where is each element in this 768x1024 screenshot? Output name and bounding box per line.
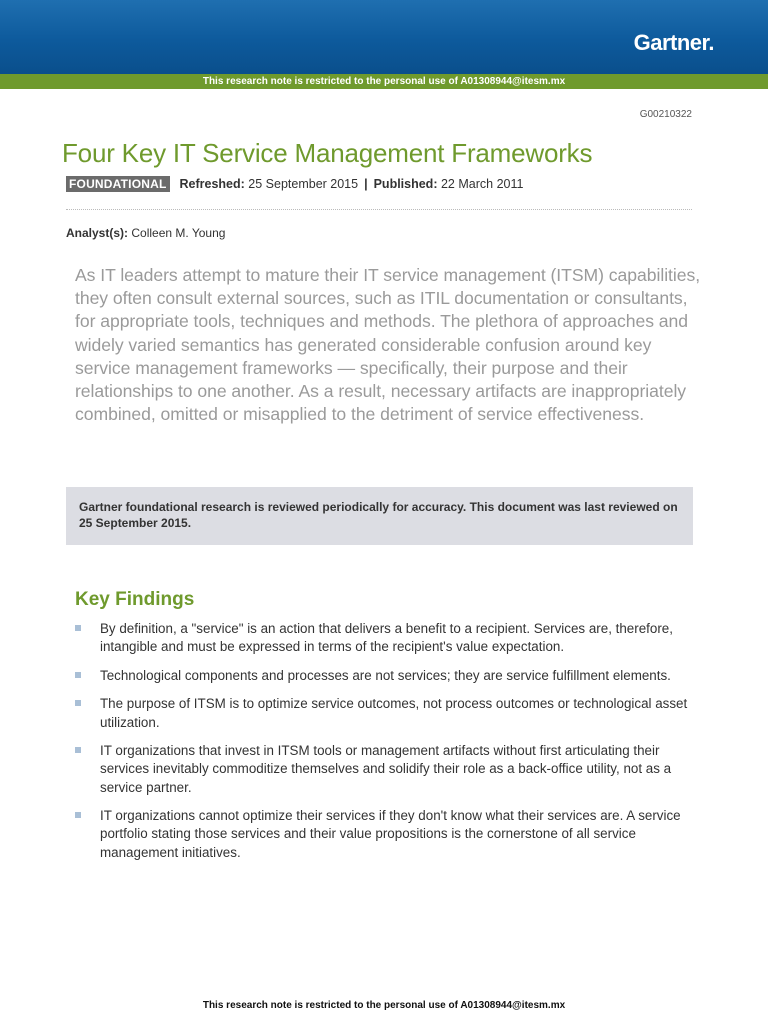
bullet-icon <box>75 700 81 706</box>
gartner-logo[interactable] <box>634 30 714 56</box>
list-item <box>75 667 695 685</box>
key-findings-list <box>75 620 695 872</box>
analysts-line <box>66 226 225 240</box>
published-date: 22 March 2011 <box>440 177 524 191</box>
meta-separator: | <box>364 177 368 191</box>
bullet-icon <box>75 672 81 678</box>
logo-text: Gartner <box>633 30 709 55</box>
list-item <box>75 742 695 797</box>
document-meta <box>66 176 523 192</box>
document-id: G00210322 <box>639 109 692 120</box>
finding-text: By definition, a "service" is an action that delivers a benefit to a recipient. Services are, therefore, intangible and must be expressed in terms of the recipient's value expectation. <box>100 621 673 655</box>
header-banner <box>0 0 768 74</box>
analyst-name[interactable]: Colleen M. Young <box>131 226 226 240</box>
finding-text: Technological components and processes are not services; they are service fulfillment elements. <box>100 667 671 683</box>
finding-text: The purpose of ITSM is to optimize service outcomes, not process outcomes or technological asset utilization. <box>100 696 688 730</box>
list-item <box>75 807 695 862</box>
published-label: Published: <box>373 177 438 191</box>
bullet-icon <box>75 747 81 753</box>
logo-dot: . <box>708 30 714 55</box>
restriction-notice-bar: This research note is restricted to the personal use of A01308944@itesm.mx <box>0 74 768 89</box>
bullet-icon <box>75 625 81 631</box>
finding-text: IT organizations cannot optimize their services if they don't know what their services are. A service portfolio stating those services and their value propositions is the cornerstone of all service management initiatives. <box>100 808 681 860</box>
bullet-icon <box>75 812 81 818</box>
divider <box>66 209 692 210</box>
key-findings-heading: Key Findings <box>75 589 195 610</box>
analysts-label: Analyst(s): <box>66 226 129 240</box>
review-note-box: Gartner foundational research is reviewed periodically for accuracy. This document was last reviewed on 25 September 2015. <box>66 487 693 545</box>
refreshed-label: Refreshed: <box>179 177 245 191</box>
footer-restriction-notice: This research note is restricted to the personal use of A01308944@itesm.mx <box>202 1000 566 1011</box>
finding-text: IT organizations that invest in ITSM tools or management artifacts without first articulating their services inevitably commoditize themselves and solidify their role as a back-office utility, not as a service partner. <box>100 743 672 795</box>
foundational-badge: FOUNDATIONAL <box>66 176 170 192</box>
list-item <box>75 695 695 731</box>
list-item <box>75 620 695 656</box>
document-title: Four Key IT Service Management Frameworks <box>62 138 593 168</box>
summary-paragraph: As IT leaders attempt to mature their IT service management (ITSM) capabilities, they often consult external sources, such as ITIL documentation or consultants, for appropriate tools, techniques and methods. The plethora of approaches and widely varied semantics has generated considerable confusion around key service management frameworks — specifically, their purpose and their relationships to one another. As a result, necessary artifacts are inappropriately combined, omitted or misapplied to the detriment of service effectiveness. <box>75 265 701 425</box>
refreshed-date: 25 September 2015 <box>248 177 359 191</box>
